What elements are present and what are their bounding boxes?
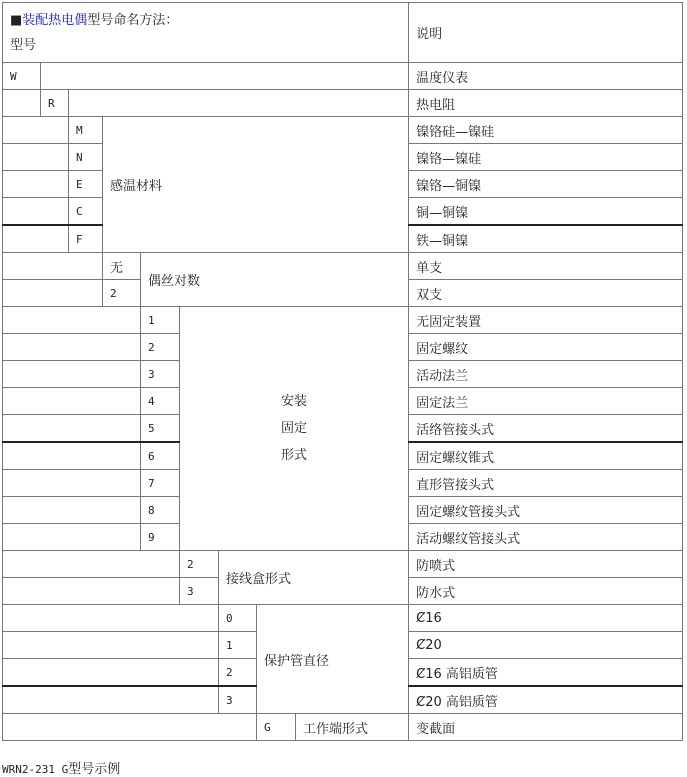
desc-tube-0: Ȼ16 — [409, 605, 683, 632]
code-w: W — [3, 63, 41, 90]
tube-diameter-label: 保护管直径 — [257, 605, 409, 714]
code-box-3: 3 — [180, 578, 219, 605]
empty-cell — [3, 578, 180, 605]
code-c: C — [69, 198, 103, 226]
table-header-description: 说明 — [409, 3, 683, 63]
code-end-g: G — [257, 714, 296, 741]
desc-box-3: 防水式 — [409, 578, 683, 605]
empty-cell — [3, 388, 141, 415]
desc-box-2: 防喷式 — [409, 551, 683, 578]
empty-cell — [3, 253, 103, 280]
working-end-label: 工作端形式 — [296, 714, 409, 741]
sensor-material-label: 感温材料 — [103, 117, 409, 253]
empty-cell — [3, 497, 141, 524]
empty-cell — [3, 307, 141, 334]
code-f: F — [69, 225, 103, 253]
empty-cell — [3, 551, 180, 578]
code-mount-5: 5 — [141, 415, 180, 443]
empty-cell — [3, 605, 219, 632]
code-mount-7: 7 — [141, 470, 180, 497]
desc-end-g: 变截面 — [409, 714, 683, 741]
mount-label-line-2: 固定 — [281, 421, 308, 436]
empty-cell — [3, 171, 69, 198]
code-mount-3: 3 — [141, 361, 180, 388]
wire-pair-label: 偶丝对数 — [141, 253, 409, 307]
empty-cell — [3, 632, 219, 659]
desc-pair-none: 单支 — [409, 253, 683, 280]
empty-cell — [3, 686, 219, 714]
table-header-model — [3, 3, 409, 63]
model-naming-table — [2, 2, 683, 741]
desc-tube-2: Ȼ16 高铝质管 — [409, 659, 683, 687]
desc-mount-8: 固定螺纹管接头式 — [409, 497, 683, 524]
code-r: R — [41, 90, 69, 117]
code-pair-none: 无 — [103, 253, 141, 280]
code-n: N — [69, 144, 103, 171]
assembly-thermocouple-link[interactable]: 装配热电偶 — [22, 13, 88, 28]
desc-f: 铁—铜镍 — [409, 225, 683, 253]
mount-label-line-3: 形式 — [281, 448, 308, 463]
desc-mount-1: 无固定装置 — [409, 307, 683, 334]
bullet-icon: ■ — [10, 13, 23, 28]
code-e: E — [69, 171, 103, 198]
empty-cell — [3, 470, 141, 497]
example-caption-text: 型号示例 — [68, 762, 121, 777]
code-mount-4: 4 — [141, 388, 180, 415]
mount-type-label — [180, 307, 409, 551]
code-tube-1: 1 — [219, 632, 257, 659]
desc-mount-2: 固定螺纹 — [409, 334, 683, 361]
code-pair-2: 2 — [103, 280, 141, 307]
desc-mount-5: 活络管接头式 — [409, 415, 683, 443]
empty-cell — [3, 524, 141, 551]
code-tube-2: 2 — [219, 659, 257, 687]
empty-cell — [3, 442, 141, 470]
code-tube-0: 0 — [219, 605, 257, 632]
code-mount-2: 2 — [141, 334, 180, 361]
model-label: 型号 — [10, 38, 37, 53]
code-mount-1: 1 — [141, 307, 180, 334]
desc-c: 铜—铜镍 — [409, 198, 683, 226]
empty-cell — [3, 415, 141, 443]
desc-mount-6: 固定螺纹锥式 — [409, 442, 683, 470]
desc-e: 镍铬—铜镍 — [409, 171, 683, 198]
empty-cell — [3, 225, 69, 253]
empty-cell — [3, 90, 41, 117]
desc-mount-7: 直形管接头式 — [409, 470, 683, 497]
empty-cell — [3, 361, 141, 388]
empty-cell — [3, 659, 219, 687]
desc-tube-3: Ȼ20 高铝质管 — [409, 686, 683, 714]
example-model-code: WRN2-231 G — [2, 763, 69, 776]
empty-cell — [3, 144, 69, 171]
empty-cell — [69, 90, 409, 117]
empty-cell — [3, 280, 103, 307]
empty-cell — [3, 198, 69, 226]
junction-box-label: 接线盒形式 — [219, 551, 409, 605]
desc-r: 热电阻 — [409, 90, 683, 117]
desc-n: 镍铬—镍硅 — [409, 144, 683, 171]
code-tube-3: 3 — [219, 686, 257, 714]
mount-label-line-1: 安装 — [281, 394, 308, 409]
empty-cell — [3, 334, 141, 361]
header-title: 型号命名方法： — [87, 13, 179, 28]
empty-cell — [3, 714, 257, 741]
desc-pair-2: 双支 — [409, 280, 683, 307]
desc-mount-9: 活动螺纹管接头式 — [409, 524, 683, 551]
desc-mount-4: 固定法兰 — [409, 388, 683, 415]
desc-m: 镍铬硅—镍硅 — [409, 117, 683, 144]
desc-w: 温度仪表 — [409, 63, 683, 90]
empty-cell — [41, 63, 409, 90]
code-m: M — [69, 117, 103, 144]
code-box-2: 2 — [180, 551, 219, 578]
code-mount-9: 9 — [141, 524, 180, 551]
example-caption — [2, 758, 120, 777]
code-mount-8: 8 — [141, 497, 180, 524]
empty-cell — [3, 117, 69, 144]
code-mount-6: 6 — [141, 442, 180, 470]
desc-tube-1: Ȼ20 — [409, 632, 683, 659]
desc-mount-3: 活动法兰 — [409, 361, 683, 388]
